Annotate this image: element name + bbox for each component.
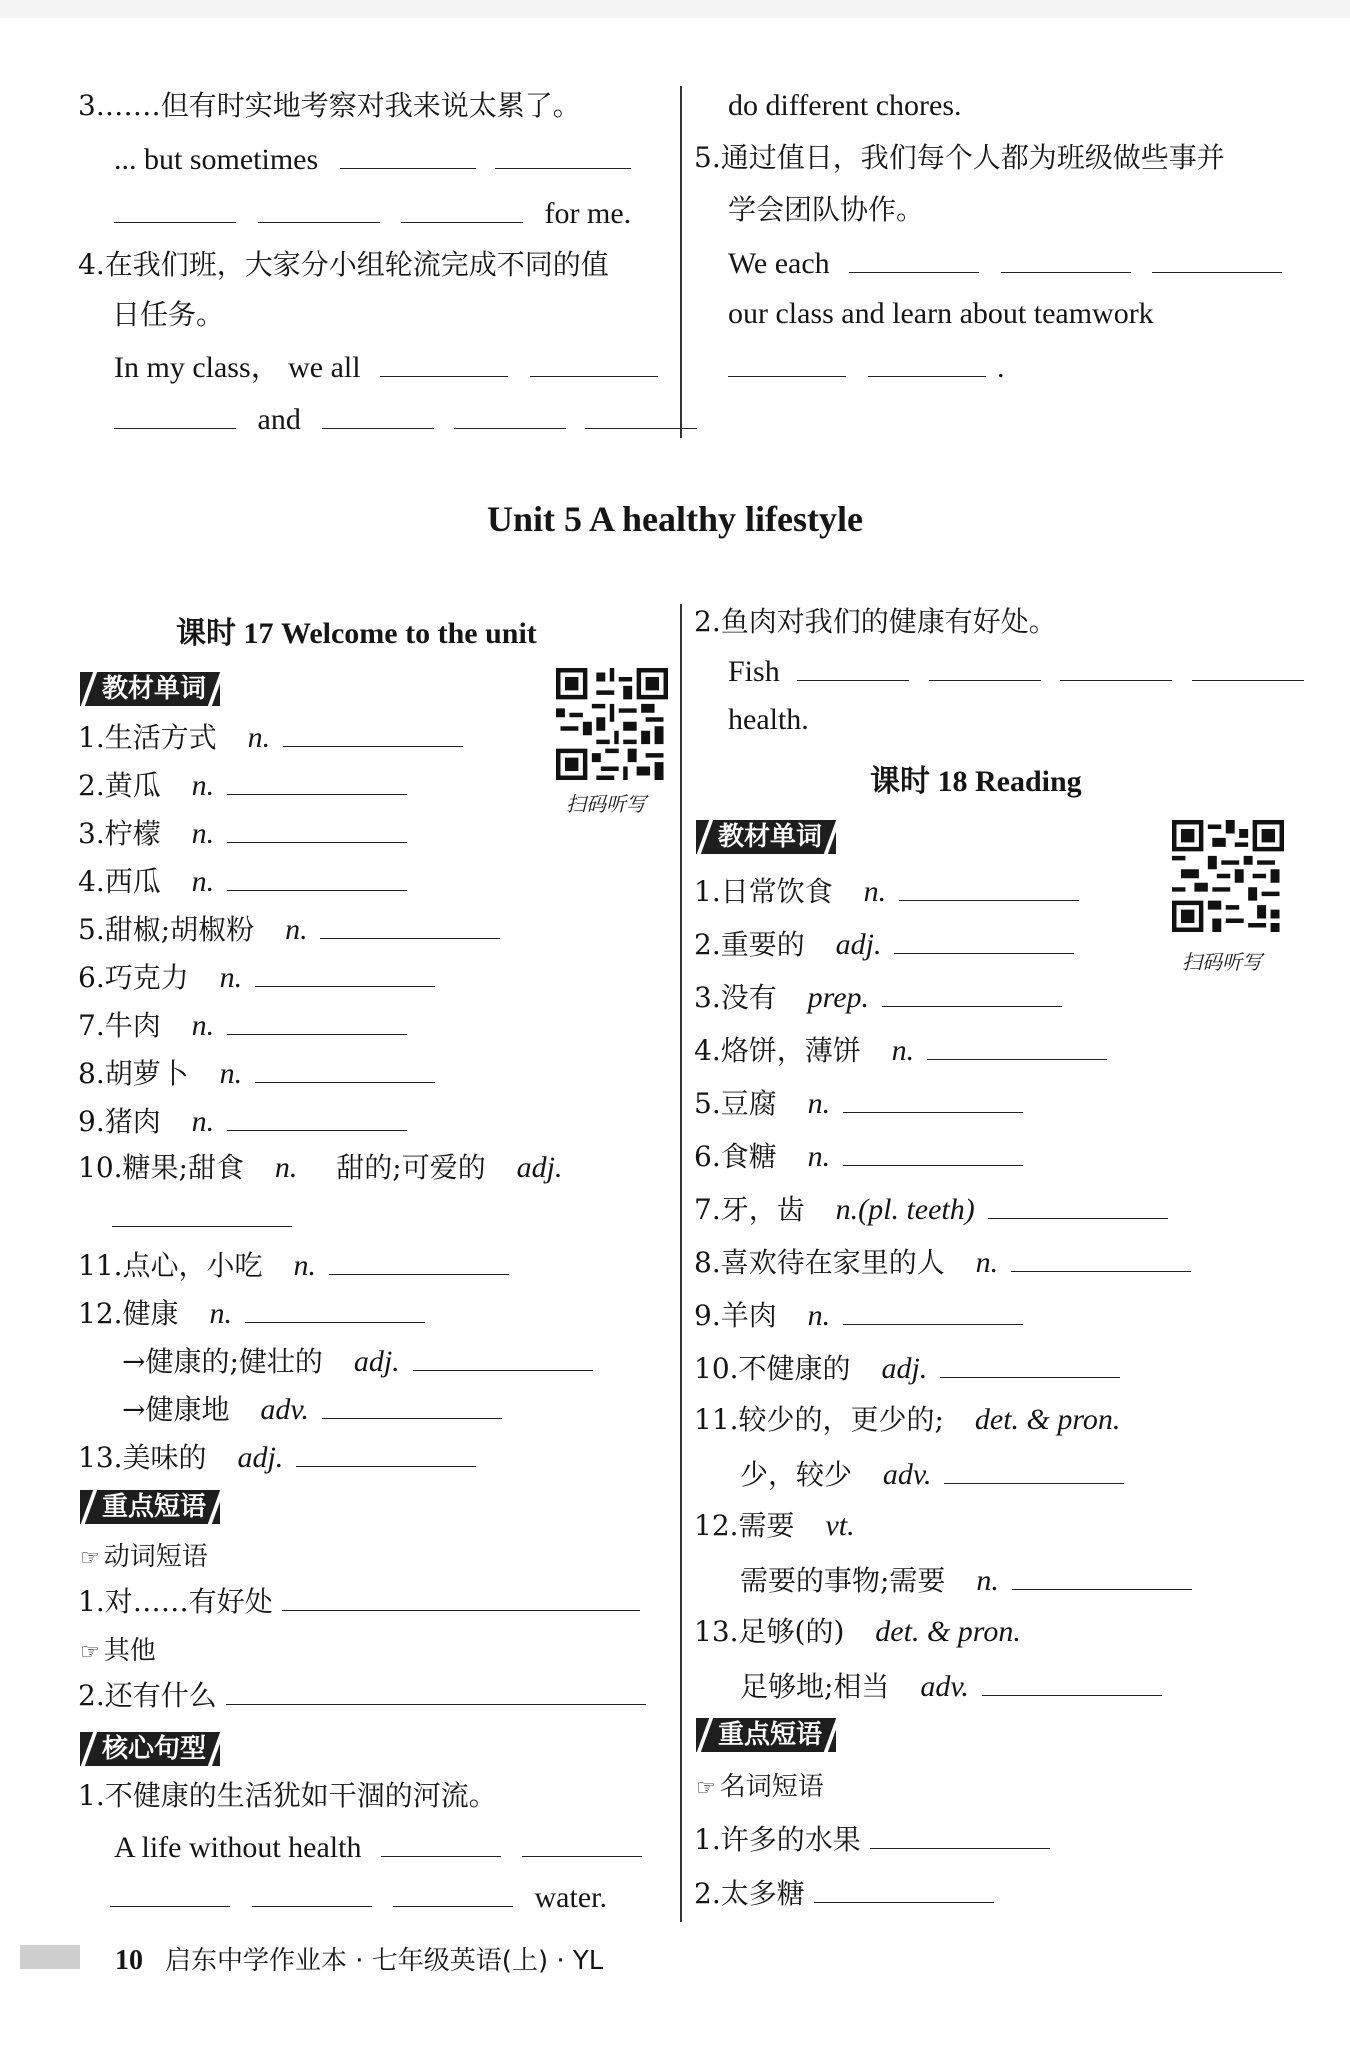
word-item: 3.没有 prep. xyxy=(694,976,1066,1018)
section-tag-sentences: 核心句型 xyxy=(80,1732,220,1766)
page-footer xyxy=(115,1940,603,1977)
qr-code-icon[interactable] xyxy=(556,668,668,780)
word-item: 11.较少的，更少的; det. & pron. xyxy=(694,1403,1121,1436)
verb-phrases-label: ☞ 动词短语 xyxy=(80,1542,208,1572)
word-item: 2.重要的 adj. xyxy=(694,923,1078,965)
answer-blank[interactable] xyxy=(814,1872,994,1903)
answer-blank[interactable] xyxy=(797,650,909,681)
sentence-1-chinese: 1.不健康的生活犹如干涸的河流。 xyxy=(78,1779,497,1812)
answer-blank[interactable] xyxy=(110,1876,230,1907)
answer-blank[interactable] xyxy=(322,1388,502,1419)
other-phrases-label: ☞ 其他 xyxy=(80,1636,156,1666)
word-item: 9.猪肉 n. xyxy=(78,1100,411,1142)
section-tag-phrases: 重点短语 xyxy=(80,1490,220,1524)
answer-blank[interactable] xyxy=(929,650,1041,681)
answer-blank[interactable] xyxy=(296,1436,476,1467)
phrase-item: 1.许多的水果 xyxy=(694,1818,1054,1860)
word-item: 3.柠檬 n. xyxy=(78,812,411,854)
answer-blank[interactable] xyxy=(849,242,979,273)
question-5-english-line-1: We each xyxy=(728,242,1286,284)
answer-blank[interactable] xyxy=(401,192,523,223)
answer-blank[interactable] xyxy=(227,764,407,795)
answer-blank[interactable] xyxy=(283,716,463,747)
answer-blank[interactable] xyxy=(112,1196,292,1227)
section-tag-words: 教材单词 xyxy=(80,672,220,706)
answer-blank[interactable] xyxy=(322,398,434,429)
answer-blank[interactable] xyxy=(1011,1241,1191,1272)
lesson-18-title: 课时 18 Reading xyxy=(870,765,1082,798)
phrase-item: 2.太多糖 xyxy=(694,1872,998,1914)
word-item: 12.需要 vt. xyxy=(694,1509,855,1542)
sentence-1-english-line-1: A life without health xyxy=(114,1826,646,1868)
word-item: 13.美味的 adj. xyxy=(78,1436,480,1478)
answer-blank[interactable] xyxy=(255,1052,435,1083)
answer-blank[interactable] xyxy=(227,1100,407,1131)
question-4-chinese-line-2: 日任务。 xyxy=(112,298,225,331)
answer-blank[interactable] xyxy=(252,1876,372,1907)
scan-to-dictate-caption: 扫码听写 xyxy=(566,792,646,816)
answer-blank[interactable] xyxy=(340,138,476,169)
answer-blank[interactable] xyxy=(522,1826,642,1857)
word-item: 6.巧克力 n. xyxy=(78,956,439,998)
sentence-2-english-line-1: Fish xyxy=(728,650,1308,692)
word-item: 4.烙饼，薄饼 n. xyxy=(694,1029,1111,1071)
answer-blank[interactable] xyxy=(944,1453,1124,1484)
answer-blank[interactable] xyxy=(882,976,1062,1007)
question-5-chinese-line-2: 学会团队协作。 xyxy=(728,193,925,226)
question-5-english-line-2: our class and learn about teamwork xyxy=(728,297,1154,330)
answer-blank[interactable] xyxy=(495,138,631,169)
question-3-english-line-1: ... but sometimes xyxy=(114,138,635,180)
answer-blank[interactable] xyxy=(843,1294,1023,1325)
scan-to-dictate-caption: 扫码听写 xyxy=(1182,950,1262,974)
answer-blank[interactable] xyxy=(982,1665,1162,1696)
question-4-continued: do different chores. xyxy=(728,89,962,122)
answer-blank[interactable] xyxy=(894,923,1074,954)
word-item: 6.食糖 n. xyxy=(694,1135,1027,1177)
answer-blank[interactable] xyxy=(413,1340,593,1371)
answer-blank[interactable] xyxy=(380,346,508,377)
scan-edge xyxy=(0,0,1350,18)
answer-blank[interactable] xyxy=(381,1826,501,1857)
word-item: 4.西瓜 n. xyxy=(78,860,411,902)
answer-blank[interactable] xyxy=(530,346,658,377)
pointing-hand-icon: ☞ xyxy=(696,1776,716,1801)
answer-blank[interactable] xyxy=(940,1347,1120,1378)
word-item: 10.糖果;甜食 n. 甜的;可爱的 adj. xyxy=(78,1151,563,1184)
word-item-derived: →健康的;健壮的 adj. xyxy=(122,1340,597,1382)
question-4-english-line-2: and xyxy=(110,398,701,440)
book-title: 启东中学作业本 · 七年级英语(上) · YL xyxy=(165,1946,604,1976)
answer-blank[interactable] xyxy=(255,956,435,987)
answer-blank[interactable] xyxy=(258,192,380,223)
word-item: 8.胡萝卜 n. xyxy=(78,1052,439,1094)
pointing-hand-icon: ☞ xyxy=(80,1546,100,1571)
section-tag-words: 教材单词 xyxy=(696,820,836,854)
page-number: 10 xyxy=(115,1945,143,1976)
answer-blank[interactable] xyxy=(329,1244,509,1275)
footer-gray-mark xyxy=(20,1945,80,1969)
answer-blank[interactable] xyxy=(282,1580,640,1611)
answer-blank[interactable] xyxy=(226,1674,646,1705)
word-item: 1.生活方式 n. xyxy=(78,716,467,758)
question-3-chinese: 3.……但有时实地考察对我来说太累了。 xyxy=(78,89,581,122)
answer-blank[interactable] xyxy=(843,1135,1023,1166)
word-item: 1.日常饮食 n. xyxy=(694,870,1083,912)
sentence-2-english-line-2: health. xyxy=(728,703,809,736)
question-3-english-line-2: for me. xyxy=(110,192,631,234)
question-4-chinese-line-1: 4.在我们班，大家分小组轮流完成不同的值 xyxy=(78,248,609,281)
pointing-hand-icon: ☞ xyxy=(80,1640,100,1665)
word-item: 7.牙，齿 n.(pl. teeth) xyxy=(694,1188,1172,1230)
section-tag-phrases: 重点短语 xyxy=(696,1718,836,1752)
word-item: 8.喜欢待在家里的人 n. xyxy=(694,1241,1195,1283)
answer-blank[interactable] xyxy=(114,192,236,223)
answer-blank[interactable] xyxy=(1001,242,1131,273)
word-item-derived: 少，较少 adv. xyxy=(740,1453,1128,1495)
word-item: 11.点心，小吃 n. xyxy=(78,1244,513,1286)
answer-blank[interactable] xyxy=(245,1292,425,1323)
answer-blank[interactable] xyxy=(227,812,407,843)
noun-phrases-label: ☞ 名词短语 xyxy=(696,1772,824,1802)
answer-blank[interactable] xyxy=(454,398,566,429)
phrase-item: 1.对……有好处 xyxy=(78,1580,644,1622)
column-divider xyxy=(680,86,682,438)
answer-blank[interactable] xyxy=(1152,242,1282,273)
answer-blank[interactable] xyxy=(227,1004,407,1035)
answer-blank[interactable] xyxy=(728,346,846,377)
word-item-continued xyxy=(112,1196,296,1238)
lesson-17-title: 课时 17 Welcome to the unit xyxy=(176,617,537,650)
word-item: 5.豆腐 n. xyxy=(694,1082,1027,1124)
answer-blank[interactable] xyxy=(393,1876,513,1907)
word-item-derived: 需要的事物;需要 n. xyxy=(740,1559,1196,1601)
answer-blank[interactable] xyxy=(899,870,1079,901)
word-item: 7.牛肉 n. xyxy=(78,1004,411,1046)
sentence-2-chinese: 2.鱼肉对我们的健康有好处。 xyxy=(694,605,1057,638)
word-item: 5.甜椒;胡椒粉 n. xyxy=(78,908,504,950)
answer-blank[interactable] xyxy=(870,1818,1050,1849)
question-4-english-line-1: In my class， we all xyxy=(114,346,662,388)
word-item: 13.足够(的) det. & pron. xyxy=(694,1615,1021,1648)
question-5-chinese-line-1: 5.通过值日，我们每个人都为班级做些事并 xyxy=(694,141,1225,174)
unit-title: Unit 5 A healthy lifestyle xyxy=(487,499,863,539)
question-5-english-line-3: . xyxy=(728,346,1005,388)
word-item-derived: →健康地 adv. xyxy=(122,1388,506,1430)
answer-blank[interactable] xyxy=(320,908,500,939)
phrase-item: 2.还有什么 xyxy=(78,1674,650,1716)
sentence-1-english-line-2: water. xyxy=(110,1876,607,1918)
word-item: 12.健康 n. xyxy=(78,1292,429,1334)
word-item: 10.不健康的 adj. xyxy=(694,1347,1124,1389)
answer-blank[interactable] xyxy=(1060,650,1172,681)
answer-blank[interactable] xyxy=(1012,1559,1192,1590)
answer-blank[interactable] xyxy=(988,1188,1168,1219)
word-item: 9.羊肉 n. xyxy=(694,1294,1027,1336)
word-item: 2.黄瓜 n. xyxy=(78,764,411,806)
answer-blank[interactable] xyxy=(1192,650,1304,681)
answer-blank[interactable] xyxy=(227,860,407,891)
word-item-derived: 足够地;相当 adv. xyxy=(740,1665,1166,1707)
answer-blank[interactable] xyxy=(114,398,236,429)
qr-code-icon[interactable] xyxy=(1172,820,1284,932)
answer-blank[interactable] xyxy=(927,1029,1107,1060)
answer-blank[interactable] xyxy=(843,1082,1023,1113)
column-divider xyxy=(680,604,682,1922)
answer-blank[interactable] xyxy=(868,346,986,377)
